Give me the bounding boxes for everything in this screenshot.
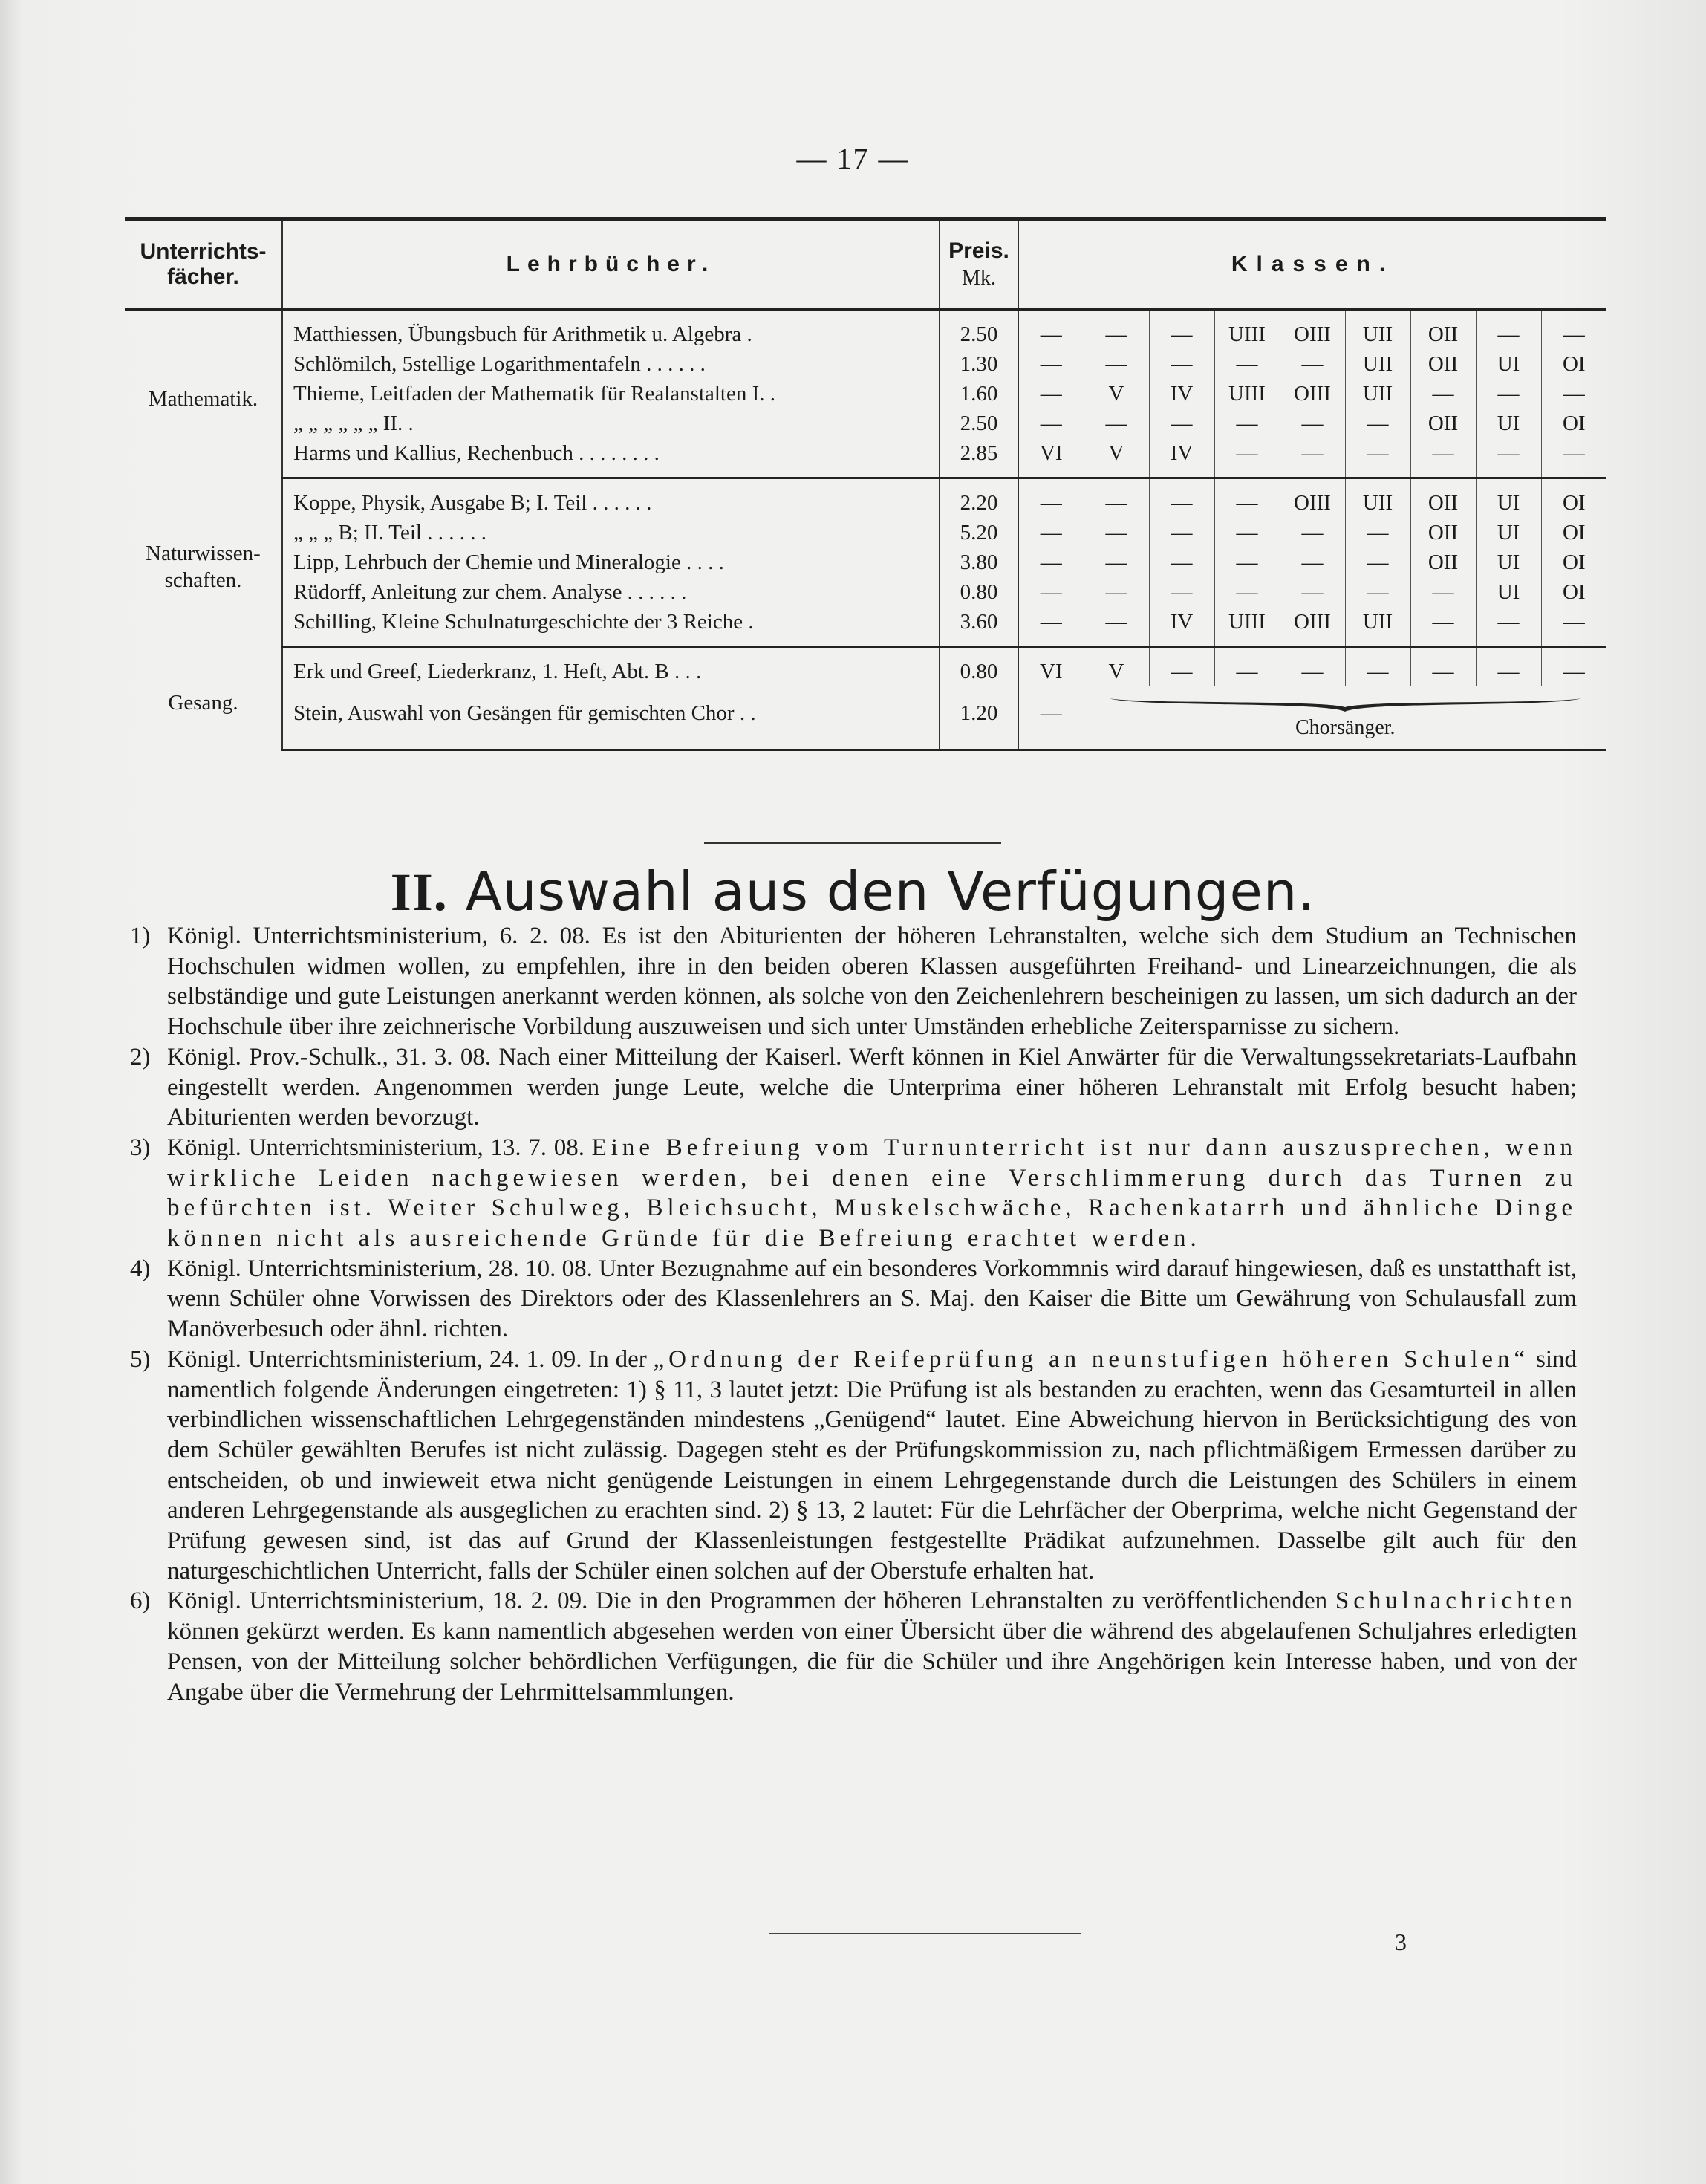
class-cell: UII [1345,607,1410,647]
class-cell: — [1149,478,1214,519]
choir-brace [1107,697,1583,713]
class-cell: — [1084,607,1149,647]
header-price: Preis. Mk. [940,219,1018,310]
class-cell: — [1214,577,1280,607]
price-cell: 2.50 [940,310,1018,350]
class-cell: OI [1562,490,1586,515]
page-number: — 17 — [796,142,910,175]
table-row [125,379,1606,409]
class-cell: — [1410,577,1476,607]
decree-emphasis: Schulnachrichten [1335,1587,1577,1615]
subject-cell: Gesang. [125,647,282,750]
table-body [125,310,1606,750]
class-cell: — [1563,381,1585,406]
class-cell: OII [1410,310,1476,350]
class-cell: OIII [1280,379,1345,409]
decree-item [130,921,1577,1042]
class-cell: OIII [1280,478,1345,519]
price-cell: 0.80 [940,577,1018,607]
price-cell: 1.20 [940,686,1018,750]
table-row [125,518,1606,547]
class-cell: UIII [1214,310,1280,350]
class-cell: OII [1410,478,1476,519]
decree-number: 2) [130,1043,151,1070]
decree-text: Königl. Unterrichtsministerium, 28. 10. 08. Unter Bezugnahme auf ein besonderes Vorkommnis wird darauf hingewiesen, daß es unstatthaft ist, wenn Schüler ohne Vorwissen des Direktors oder des Klassenlehrers an S. Maj. den Kaiser die Bitte um Gewährung von Schulausfall zum Manöverbesuch oder ähnl. richten. [167,1255,1577,1343]
book-title-cell: Matthiessen, Übungsbuch für Arithmetik u. Algebra . [282,310,940,350]
class-cell: — [1345,547,1410,577]
class-cell: — [1410,438,1476,478]
decree-text: Königl. Prov.-Schulk., 31. 3. 08. Nach einer Mitteilung der Kaiserl. Werft können in Kiel Anwärter für die Verwaltungssekretariats-Laufbahn eingestellt werden. Angenommen werden junge Leute, welche die Unterprima einer höheren Lehranstalt mit Erfolg besucht haben; Abiturienten werden bevorzugt. [167,1043,1577,1131]
class-cell: OII [1410,409,1476,438]
class-cell: — [1476,379,1541,409]
class-cell: OII [1410,349,1476,379]
class-cell: UI [1476,577,1541,607]
class-cell: — [1084,518,1149,547]
class-cell: — [1214,518,1280,547]
book-title-cell: Rüdorff, Anleitung zur chem. Analyse . . . . . . [282,577,940,607]
class-cell: — [1345,518,1410,547]
class-cell: OIII [1280,607,1345,647]
class-cell: VI [1018,438,1084,478]
class-cell: — [1541,438,1606,478]
class-cell: — [1280,647,1345,687]
decree-item [130,1133,1577,1254]
class-cell: — [1018,310,1084,350]
class-cell: — [1214,478,1280,519]
book-title-cell: Schlömilch, 5stellige Logarithmentafeln . . . . . . [282,349,940,379]
class-cell: — [1018,478,1084,519]
class-cell: — [1018,409,1084,438]
decree-item [130,1254,1577,1345]
class-cell: OIII [1280,310,1345,350]
class-cell: UI [1476,518,1541,547]
end-divider [769,1933,1081,1934]
class-cell: — [1149,518,1214,547]
class-cell: UII [1345,379,1410,409]
class-cell: — [1410,647,1476,687]
class-cell: — [1149,647,1214,687]
table-row [125,438,1606,478]
class-cell: OI [1562,520,1586,545]
book-title-cell: „ „ „ „ „ „ II. . [282,409,940,438]
class-cell: — [1345,438,1410,478]
class-cell: — [1149,409,1214,438]
price-cell: 1.60 [940,379,1018,409]
book-title-cell: Lipp, Lehrbuch der Chemie und Mineralogie . . . . [282,547,940,577]
table-row [125,310,1606,350]
class-cell: OI [1562,411,1586,435]
decree-text: sind namentlich folgende Änderungen eingetreten: 1) § 11, 3 lautet jetzt: Die Prüfung ist als bestanden zu erachten, wenn das Gesamturteil in allen verbindlichen wissenschaftlichen Lehrgegenständen mindestens „Genügend“ lautet. Eine Abweichung hiervon in Berücksichtigung des von dem Schüler gewählten Berufes ist nicht zulässig. Dagegen steht es der Prüfungskommission zu, nach pflichtmäßigem Ermessen darüber zu entscheiden, ob und inwieweit etwa nicht genügende Leistungen in einem Lehrgegenstande durch die Leistungen des Schülers in einem anderen Lehrgegenstande als ausgeglichen zu erachten sind. 2) § 13, 2 lautet: Für die Lehrfächer der Oberprima, welche nicht Gegenstand der Prüfung gewesen sind, ist das auf Grund der Klassenleistungen festgestellte Prädikat aufzunehmen. Dasselbe gilt auch für den naturgeschichtlichen Unterricht, falls der Schüler einen solchen auf der Oberstufe erhalten hat. [167,1345,1577,1585]
class-cell: — [1214,647,1280,687]
book-title-cell: Koppe, Physik, Ausgabe B; I. Teil . . . . . . [282,478,940,519]
table-row [125,607,1606,647]
decree-number: 1) [130,923,151,949]
book-title-cell: Thieme, Leitfaden der Mathematik für Realanstalten I. . [282,379,940,409]
table-row [125,647,1606,687]
class-cell: — [1149,577,1214,607]
class-cell: — [1476,607,1541,647]
table-row [125,547,1606,577]
class-cell: IV [1149,379,1214,409]
class-cell: — [1280,438,1345,478]
book-title-cell: Schilling, Kleine Schulnaturgeschichte der 3 Reiche . [282,607,940,647]
decree-number: 5) [130,1345,151,1373]
section-divider [704,842,1001,844]
class-cell: — [1476,438,1541,478]
class-cell: — [1280,547,1345,577]
class-cell: — [1410,379,1476,409]
class-cell: — [1018,379,1084,409]
class-cell: — [1018,577,1084,607]
decree-emphasis: Eine Befreiung vom Turnunterricht ist nur dann auszusprechen, wenn wirkliche Leiden nachgewiesen werden, bei denen eine Verschlimmerung durch das Turnen zu befürchten ist. Weiter Schulweg, Bleichsucht, Muskelschwäche, Rachenkatarrh und ähnliche Dinge können nicht als ausreichende Gründe für die Befreiung erachtet werden. [167,1134,1578,1252]
class-cell: UIII [1214,607,1280,647]
book-title-cell: Erk und Greef, Liederkranz, 1. Heft, Abt. B . . . [282,647,940,687]
class-cell: — [1018,607,1084,647]
table-row [125,686,1606,750]
class-cell: V [1084,647,1149,687]
class-cell: — [1149,547,1214,577]
price-cell: 2.85 [940,438,1018,478]
header-classes: Klassen. [1018,219,1606,310]
decree-text: Königl. Unterrichtsministerium, 13. 7. 08. [167,1134,592,1161]
class-cell: — [1280,349,1345,379]
decree-number: 6) [130,1587,151,1615]
class-cell: — [1018,518,1084,547]
price-cell: 0.80 [940,647,1018,687]
class-cell: — [1149,349,1214,379]
class-cell: — [1563,659,1585,683]
decree-number: 4) [130,1255,151,1282]
class-cell: V [1084,438,1149,478]
decree-text: Königl. Unterrichtsministerium, 6. 2. 08. Es ist den Abiturienten der höheren Lehranstalten, welche sich dem Studium an Technischen Hochschulen widmen wollen, zu empfehlen, ihre in den beiden oberen Klassen ausgeführten Freihand- und Linearzeichnungen, die als selbständige und gute Leistungen anerkannt werden können, als solche von den Zeichenlehrern bescheinigen zu lassen, um sich dadurch an der Hochschule über ihre zeichnerische Vorbildung auszuweisen und sich unter Umständen erhebliche Zeitersparnisse zu sichern. [167,923,1577,1041]
class-cell: — [1476,310,1541,350]
subject-cell: Mathematik. [125,310,282,478]
decree-text: können gekürzt werden. Es kann namentlich abgesehen werden von einer Übersicht über die während des abgelaufenen Schuljahres erledigten Pensen, von der Mitteilung solcher behördlichen Verfügungen, die für die Schüler und ihre Angehörigen kein Interesse haben, und von der Angabe über die Vermehrung der Lehrmittelsammlungen. [167,1618,1577,1706]
class-cell: IV [1149,607,1214,647]
decree-number: 3) [130,1134,151,1161]
price-cell: 3.60 [940,607,1018,647]
class-cell: IV [1149,438,1214,478]
class-cell: UII [1345,310,1410,350]
class-cell: OII [1410,518,1476,547]
choir-label: Chorsänger. [1295,716,1396,739]
sheet-signature: 3 [1395,1928,1407,1955]
price-cell: 2.50 [940,409,1018,438]
table-header-row [125,219,1606,310]
class-cell: — [1214,438,1280,478]
class-cell: OI [1562,351,1586,376]
class-cell: — [1084,547,1149,577]
header-books: Lehrbücher. [282,219,940,310]
class-cell: UI [1476,478,1541,519]
class-cell: — [1084,349,1149,379]
choir-cell [1084,686,1606,750]
class-cell: — [1476,647,1541,687]
class-cell: — [1084,478,1149,519]
class-cell: — [1214,547,1280,577]
class-cell: — [1084,409,1149,438]
class-cell: — [1084,310,1149,350]
class-cell: — [1345,577,1410,607]
price-cell: 5.20 [940,518,1018,547]
class-cell: OI [1562,579,1586,604]
class-cell: — [1018,686,1084,750]
decree-emphasis: „Ordnung der Reifeprüfung an neunstufigen höheren Schulen“ [653,1345,1530,1373]
subject-cell: Naturwissen-schaften. [125,478,282,647]
class-cell: — [1410,607,1476,647]
class-cell: — [1345,647,1410,687]
decree-item [130,1042,1577,1133]
class-cell: — [1018,349,1084,379]
class-cell: — [1084,577,1149,607]
class-cell: — [1214,409,1280,438]
price-cell: 1.30 [940,349,1018,379]
class-cell: UI [1476,409,1541,438]
table-row [125,478,1606,519]
book-title-cell: Stein, Auswahl von Gesängen für gemischten Chor . . [282,686,940,750]
class-cell: — [1563,322,1585,346]
class-cell: — [1280,409,1345,438]
decree-item [130,1586,1577,1707]
class-cell: UII [1345,349,1410,379]
class-cell: — [1280,577,1345,607]
class-cell: UII [1345,478,1410,519]
class-cell: — [1541,607,1606,647]
header-subjects: Unterrichts- fächer. [125,219,282,310]
decree-item [130,1345,1577,1587]
class-cell: — [1280,518,1345,547]
class-cell: OII [1410,547,1476,577]
table-row [125,577,1606,607]
class-cell: — [1018,547,1084,577]
decree-list [130,921,1577,1707]
price-cell: 2.20 [940,478,1018,519]
class-cell: UI [1476,349,1541,379]
class-cell: — [1149,310,1214,350]
book-title-cell: Harms und Kallius, Rechenbuch . . . . . . . . [282,438,940,478]
book-title-cell: „ „ „ B; II. Teil . . . . . . [282,518,940,547]
class-cell: VI [1018,647,1084,687]
class-cell: UI [1476,547,1541,577]
table-row [125,349,1606,379]
class-cell: V [1084,379,1149,409]
class-cell: UIII [1214,379,1280,409]
class-cell: — [1214,349,1280,379]
decree-text: Königl. Unterrichtsministerium, 24. 1. 09. In der [167,1345,654,1373]
textbook-table [125,217,1606,751]
decree-text: Königl. Unterrichtsministerium, 18. 2. 09. Die in den Programmen der höheren Lehranstalten zu veröffentlichenden [167,1587,1335,1615]
section-title: II. Auswahl aus den Verfügungen. [390,860,1316,923]
table-row [125,409,1606,438]
class-cell: OI [1562,550,1586,574]
price-cell: 3.80 [940,547,1018,577]
class-cell: — [1345,409,1410,438]
